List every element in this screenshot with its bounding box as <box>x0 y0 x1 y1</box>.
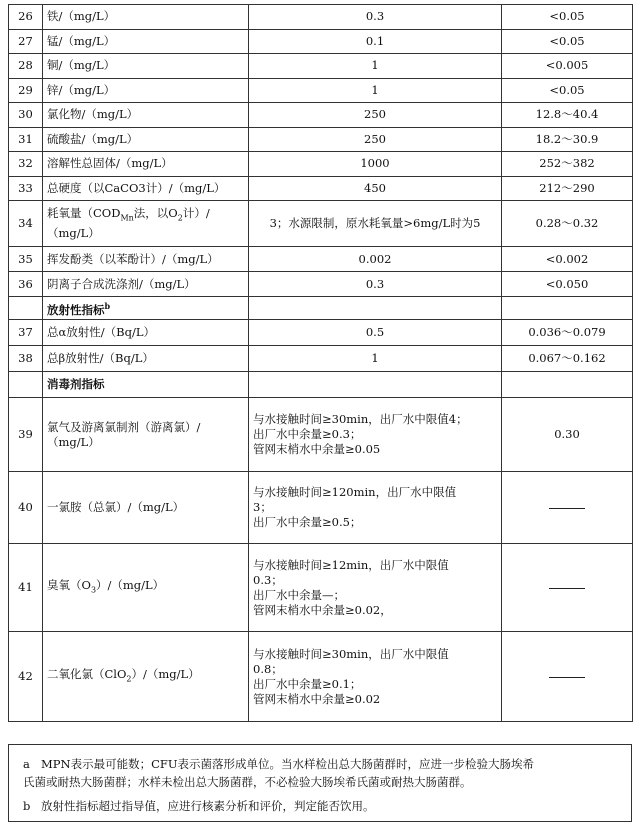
table-row <box>9 127 633 152</box>
item-name: 氯气及游离氯制剂（游离氯）/ （mg/L） <box>43 398 249 472</box>
row-number: 30 <box>9 103 43 128</box>
measured-value <box>502 544 633 632</box>
section-row-disinfectant <box>9 372 633 398</box>
row-number: 27 <box>9 29 43 54</box>
item-name: 总β放射性/（Bq/L） <box>43 346 249 372</box>
item-name: 溶解性总固体/（mg/L） <box>43 152 249 177</box>
item-name: 锌/（mg/L） <box>43 78 249 103</box>
measured-value: <0.05 <box>502 78 633 103</box>
table-row <box>9 78 633 103</box>
limit-value: 250 <box>249 127 502 152</box>
dash-mark <box>549 508 585 509</box>
measured-value: 252～382 <box>502 152 633 177</box>
measured-value: 12.8～40.4 <box>502 103 633 128</box>
table-row <box>9 272 633 297</box>
row-number: 36 <box>9 272 43 297</box>
row-number: 37 <box>9 320 43 346</box>
dash-mark <box>549 588 585 589</box>
limit-value: 450 <box>249 176 502 201</box>
limit-value: 与水接触时间≥30min，出厂水中限值4； 出厂水中余量≥0.3； 管网末梢水中余量≥0.05 <box>249 398 502 472</box>
row-number: 31 <box>9 127 43 152</box>
row-number: 34 <box>9 201 43 247</box>
table-row <box>9 346 633 372</box>
limit-value: 0.002 <box>249 247 502 272</box>
item-name: 耗氧量（$COD_{Mn}$法，以$O_2$计）/ （mg/L） <box>43 201 249 247</box>
table-row <box>9 320 633 346</box>
item-name: 锰/（mg/L） <box>43 29 249 54</box>
measured-value: <0.050 <box>502 272 633 297</box>
limit-value: 3；水源限制，原水耗氧量>6mg/L时为5 <box>249 201 502 247</box>
limit-value: 1 <box>249 54 502 79</box>
measured-value <box>502 632 633 722</box>
measured-value <box>502 472 633 544</box>
table-row <box>9 472 633 544</box>
item-name: 挥发酚类（以苯酚计）/（mg/L） <box>43 247 249 272</box>
row-number: 26 <box>9 5 43 30</box>
limit-value: 1000 <box>249 152 502 177</box>
dash-mark <box>549 677 585 678</box>
item-name: 总α放射性/（Bq/L） <box>43 320 249 346</box>
limit-value: 与水接触时间≥120min，出厂水中限值 3； 出厂水中余量≥0.5； <box>249 472 502 544</box>
limit-value: 0.3 <box>249 5 502 30</box>
section-title: 消毒剂指标 <box>43 372 249 398</box>
section-title: 放射性指标$^b$ <box>43 297 249 320</box>
item-name: 铜/（mg/L） <box>43 54 249 79</box>
item-name: 阴离子合成洗涤剂/（mg/L） <box>43 272 249 297</box>
limit-value: 0.3 <box>249 272 502 297</box>
item-name: 臭氧$(O_3)/(mg/L)$ <box>43 544 249 632</box>
measured-value: <0.005 <box>502 54 633 79</box>
table-row <box>9 544 633 632</box>
item-name: 铁/（mg/L） <box>43 5 249 30</box>
table-row <box>9 632 633 722</box>
measured-value: 18.2～30.9 <box>502 127 633 152</box>
table-row <box>9 5 633 30</box>
row-number: 28 <box>9 54 43 79</box>
limit-value: 与水接触时间≥30min，出厂水中限值 0.8； 出厂水中余量≥0.1； 管网末梢水中余量≥0.02 <box>249 632 502 722</box>
item-name: 氯化物/（mg/L） <box>43 103 249 128</box>
footnotes <box>8 744 632 822</box>
table-row <box>9 176 633 201</box>
table-row <box>9 103 633 128</box>
measured-value: 0.30 <box>502 398 633 472</box>
measured-value: <0.05 <box>502 29 633 54</box>
row-number: 33 <box>9 176 43 201</box>
measured-value: <0.002 <box>502 247 633 272</box>
limit-value: 1 <box>249 346 502 372</box>
measured-value: 0.067～0.162 <box>502 346 633 372</box>
limit-value: 0.1 <box>249 29 502 54</box>
footnote-b: b 放射性指标超过指导值，应进行核素分析和评价，判定能否饮用。 <box>23 799 375 813</box>
measured-value: <0.05 <box>502 5 633 30</box>
footnote-a: a MPN表示最可能数；CFU表示菌落形成单位。当水样检出总大肠菌群时，应进一步检验大肠埃希 氏菌或耐热大肠菌群；水样未检出总大肠菌群，不必检验大肠埃希氏菌或耐热大肠菌群。 <box>23 757 535 789</box>
limit-value: 与水接触时间≥12min，出厂水中限值 0.3； 出厂水中余量—； 管网末梢水中余量≥0.02， <box>249 544 502 632</box>
measured-value: 0.28～0.32 <box>502 201 633 247</box>
table-row <box>9 152 633 177</box>
item-name: 总硬度（以CaCO3计）/（mg/L） <box>43 176 249 201</box>
table-row <box>9 398 633 472</box>
row-number: 41 <box>9 544 43 632</box>
limit-value: 1 <box>249 78 502 103</box>
water-quality-table <box>8 4 633 722</box>
table-row <box>9 29 633 54</box>
measured-value: 212～290 <box>502 176 633 201</box>
row-number: 32 <box>9 152 43 177</box>
row-number: 29 <box>9 78 43 103</box>
item-name: 一氯胺（总氯）/（mg/L） <box>43 472 249 544</box>
row-number: 39 <box>9 398 43 472</box>
row-number: 38 <box>9 346 43 372</box>
item-name: 二氧化氯（ClO$_2$）/（mg/L） <box>43 632 249 722</box>
limit-value: 0.5 <box>249 320 502 346</box>
limit-value: 250 <box>249 103 502 128</box>
item-name: 硫酸盐/（mg/L） <box>43 127 249 152</box>
row-number: 42 <box>9 632 43 722</box>
measured-value: 0.036～0.079 <box>502 320 633 346</box>
table-row <box>9 54 633 79</box>
row-number: 35 <box>9 247 43 272</box>
table-row <box>9 247 633 272</box>
section-row-radioactivity <box>9 297 633 320</box>
table-row <box>9 201 633 247</box>
row-number: 40 <box>9 472 43 544</box>
